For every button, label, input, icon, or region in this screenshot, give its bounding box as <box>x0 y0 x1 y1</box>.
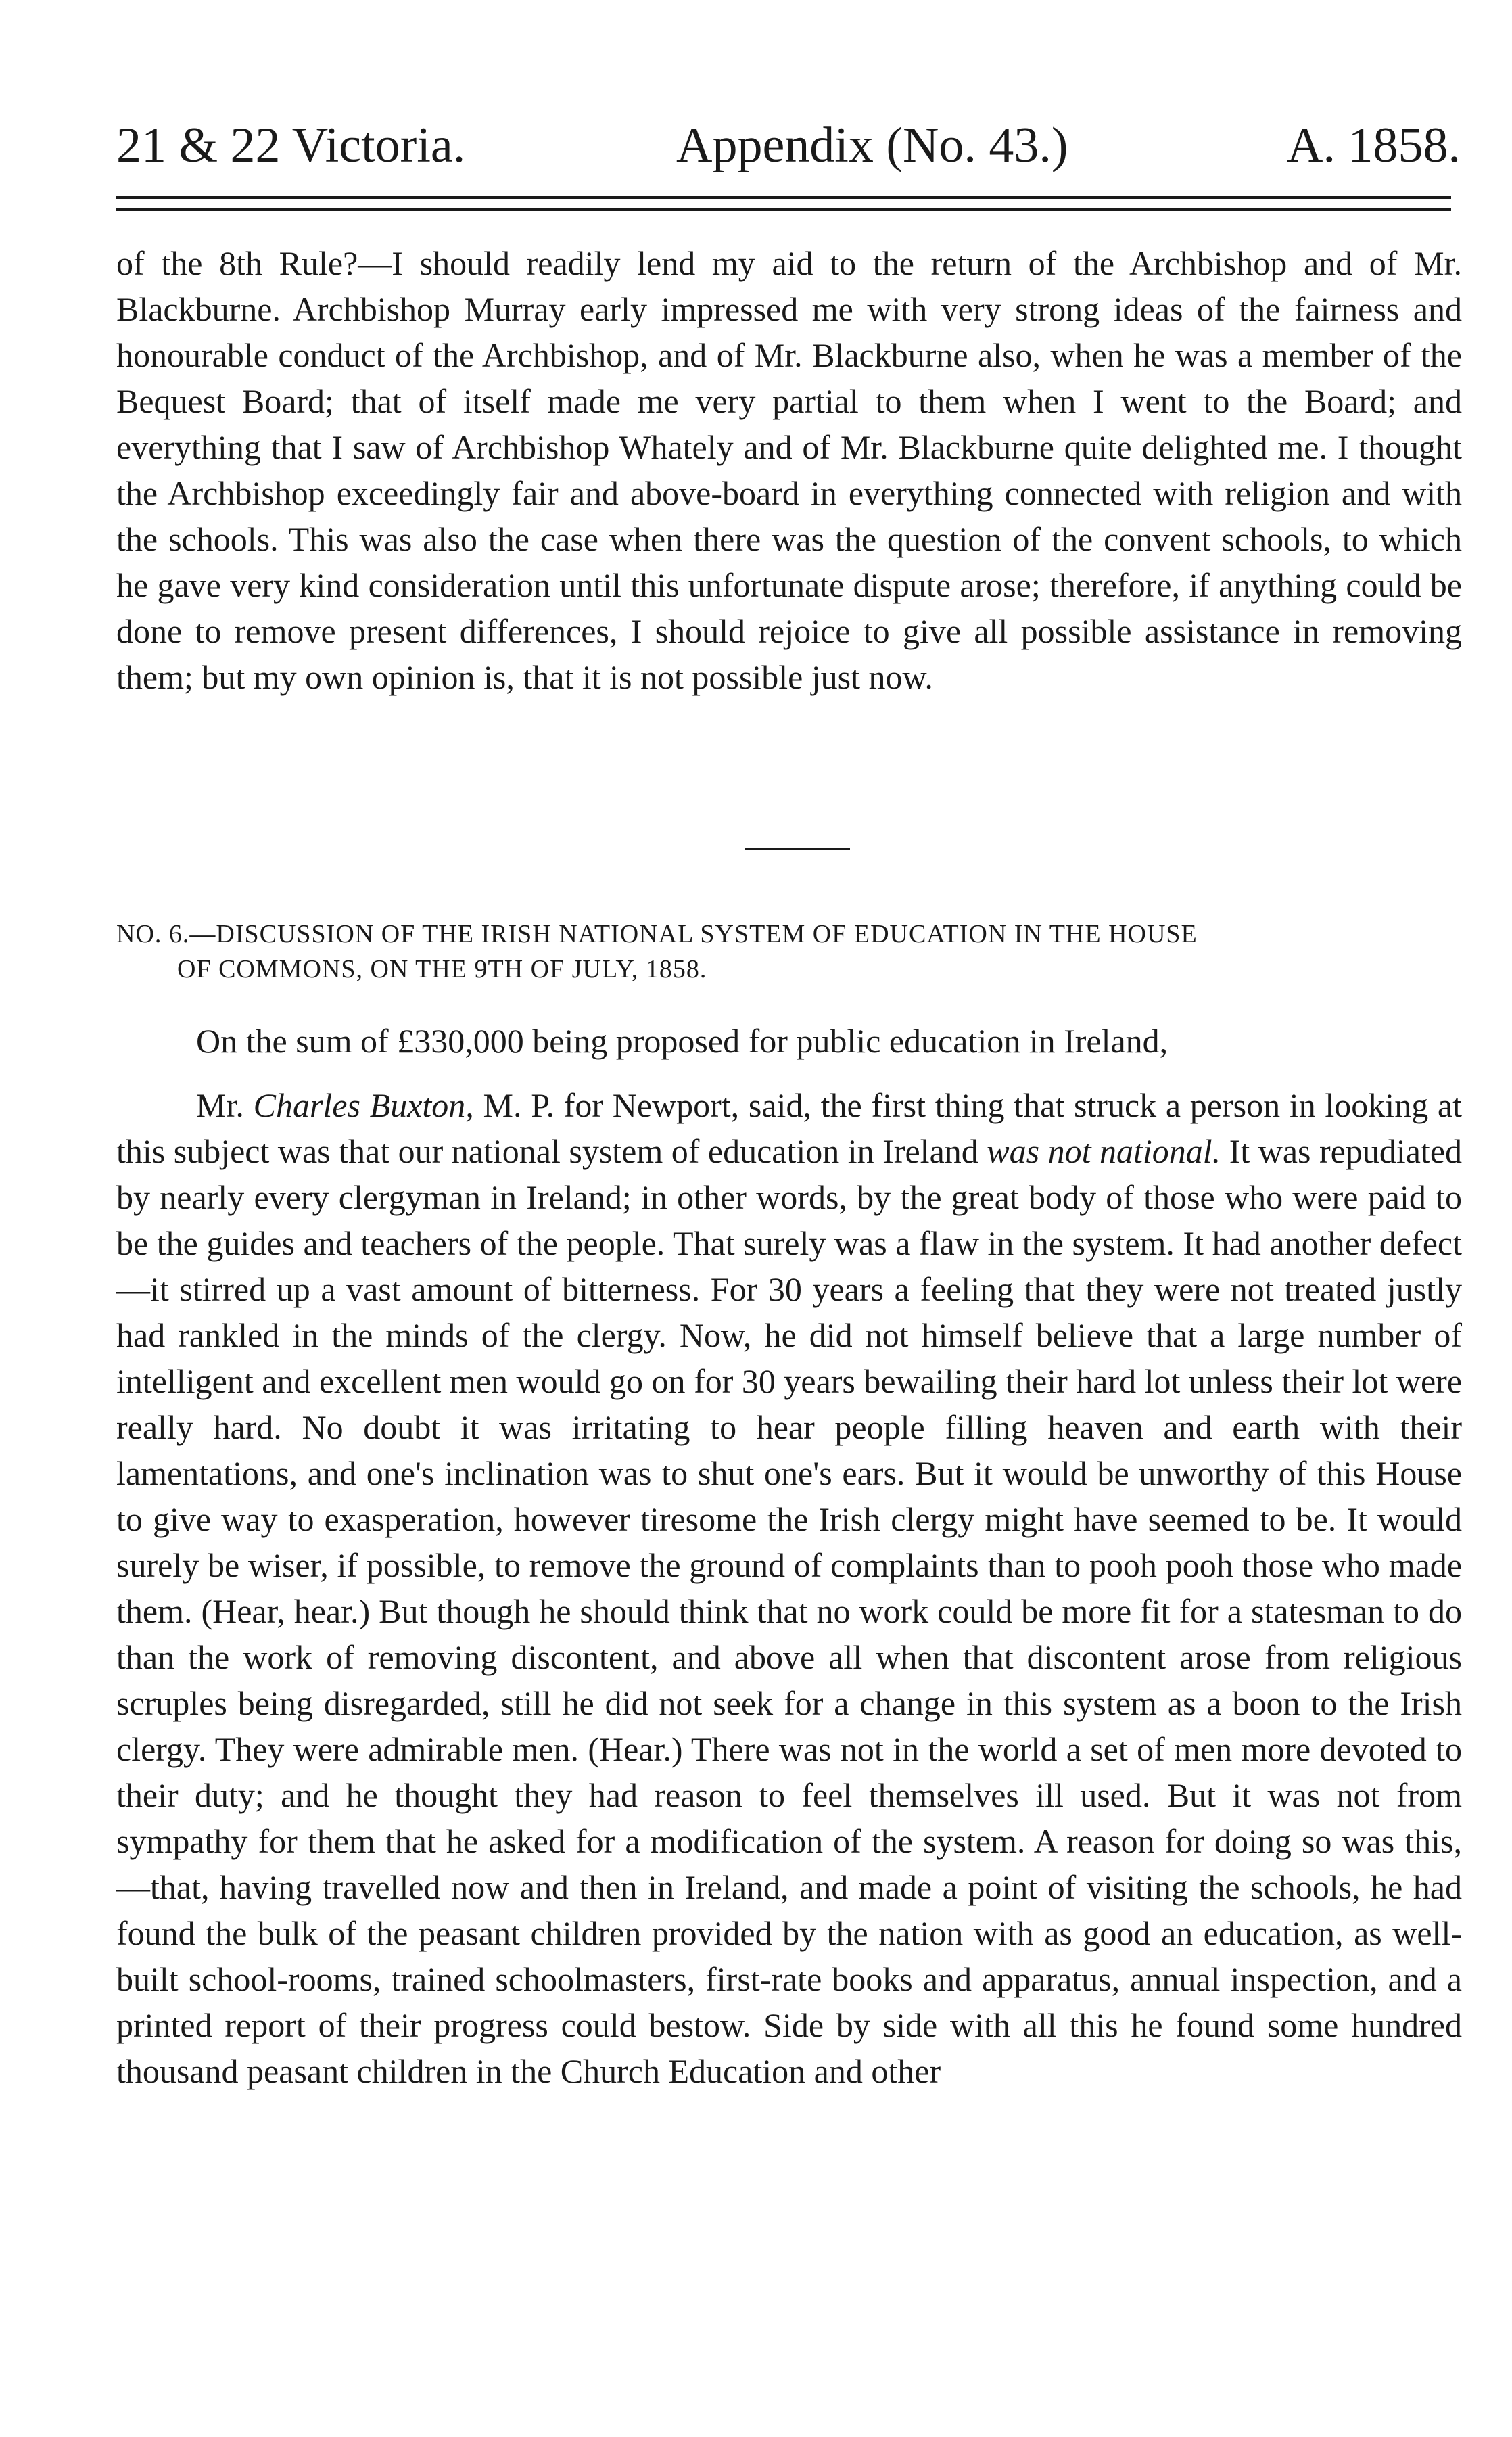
header-year: A. 1858. <box>1287 118 1461 173</box>
speech-emphasis: was not national. <box>987 1132 1221 1170</box>
section-separator-rule <box>745 848 850 850</box>
intro-paragraph: On the sum of £330,000 being proposed for public education in Ireland, <box>196 1022 1168 1060</box>
speech-paragraph <box>116 1082 1462 2354</box>
speech-body: It was repudiated by nearly every clergyman in Ireland; in other words, by the great body of those who were paid to be the guides and teachers of the people. That surely was a flaw in the system. It had another defect—it stirred up a vast amount of bitterness. For 30 years a feeling that they were not treated justly had rankled in the minds of the clergy. Now, he did not himself believe that a large number of intelligent and excellent men would go on for 30 years bewailing their hard lot unless their lot were really hard. No doubt it was irritating to hear people filling heaven and earth with their lamentations, and one's inclination was to shut one's ears. But it would be unworthy of this House to give way to exasperation, however tiresome the Irish clergy might have seemed to be. It would surely be wiser, if possible, to remove the ground of complaints than to pooh pooh those who made them. (Hear, hear.) But though he should think that no work could be more fit for a statesman to do than the work of removing discontent, and above all when that discontent arose from religious scruples being disregarded, still he did not seek for a change in this system as a boon to the Irish clergy. They were admirable men. (Hear.) There was not in the world a set of men more devoted to their duty; and he thought they had reason to feel themselves ill used. But it was not from sympathy for them that he asked for a modification of the system. A reason for doing so was this,—that, having travelled now and then in Ireland, and made a point of visiting the schools, he had found the bulk of the peasant children provided by the nation with as good an education, as well-built school-rooms, trained schoolmasters, first-rate books and apparatus, annual inspection, and a printed report of their progress could bestow. Side by side with all this he found some hundred thousand peasant children in the Church Education and other <box>116 1132 1463 2090</box>
section-heading-line-1: NO. 6.—DISCUSSION OF THE IRISH NATIONAL SYSTEM OF EDUCATION IN THE HOUSE <box>116 920 1198 948</box>
section-heading-line-2: OF COMMONS, ON THE 9TH OF JULY, 1858. <box>177 955 707 983</box>
header-regnal-year: 21 & 22 Victoria. <box>116 118 466 173</box>
speaker-name: Charles Buxton, <box>253 1086 474 1124</box>
speaker-prefix: Mr. <box>196 1086 244 1124</box>
running-header <box>116 108 1461 183</box>
header-double-rule <box>116 196 1451 211</box>
section-heading <box>116 916 1462 987</box>
header-appendix-number: Appendix (No. 43.) <box>676 118 1068 173</box>
continued-paragraph: of the 8th Rule?—I should readily lend my aid to the return of the Archbishop and of Mr. Blackburne. Archbishop Murray early impressed me with very strong ideas of the fairness and honourable conduct of the Archbishop, and of Mr. Blackburne also, when he was a member of the Bequest Board; that of itself made me very partial to them when I went to the Board; and everything that I saw of Archbishop Whately and of Mr. Blackburne quite delighted me. I thought the Archbishop exceedingly fair and above-board in everything connected with religion and with the schools. This was also the case when there was the question of the convent schools, to which he gave very kind consideration until this unfortunate dispute arose; therefore, if anything could be done to remove present differences, I should rejoice to give all possible assistance in removing them; but my own opinion is, that it is not possible just now. <box>116 244 1462 696</box>
speech-lead: M. P. for Newport, said, the first thing that struck a person in looking at this subject was that our national system of education in Ireland <box>116 1086 1463 1170</box>
